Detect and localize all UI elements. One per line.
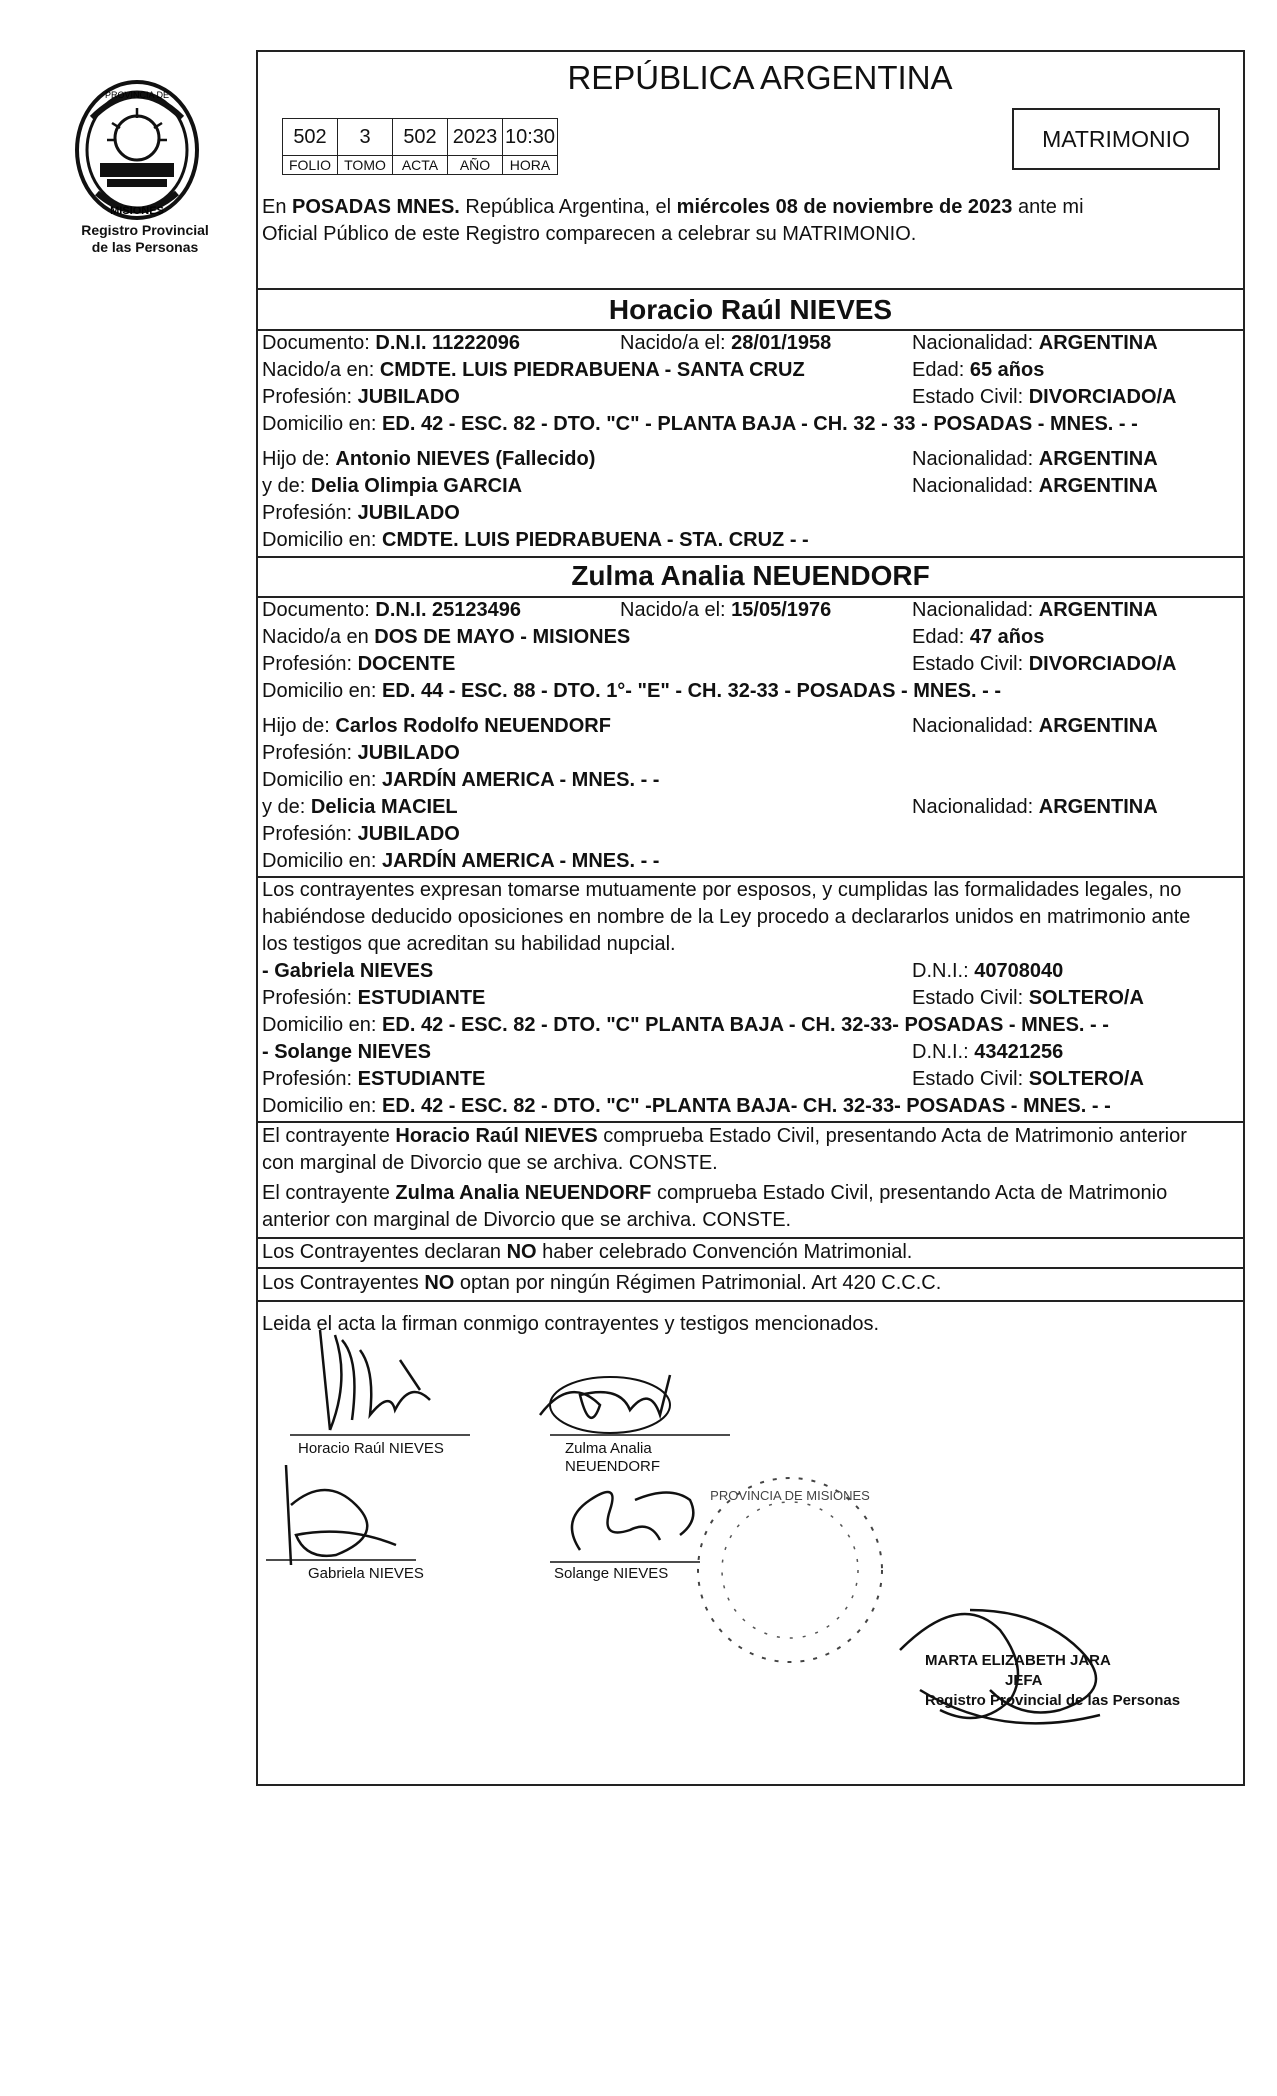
witness2-signature-caption: Solange NIEVES [554,1565,669,1582]
bride-signature-icon [520,1365,730,1445]
witness2-address: Domicilio en: ED. 42 - ESC. 82 - DTO. "C" -PLANTA BAJA- CH. 32-33- POSADAS - MNES. - - [262,1095,1111,1117]
witness2-name: - Solange NIEVES [262,1041,431,1063]
declaration-line3: los testigos que acreditan su habilidad nupcial. [262,933,676,955]
tomo-label: TOMO [338,156,393,175]
witness1-dni: D.N.I.: 40708040 [912,960,1064,982]
hour-label: HORA [503,156,558,175]
groom-parents-profession: Profesión: JUBILADO [262,502,460,524]
groom-mother: y de: Delia Olimpia GARCIA [262,475,523,497]
bride-civil-status: Estado Civil: DIVORCIADO/A [912,653,1177,675]
svg-text:PROVINCIA DE: PROVINCIA DE [104,90,170,100]
groom-mother-nationality: Nacionalidad: ARGENTINA [912,475,1158,497]
divider [256,1300,1245,1302]
groom-civil-proof-line1: El contrayente Horacio Raúl NIEVES comprueba Estado Civil, presentando Acta de Matrimonio anterior [262,1125,1187,1147]
hour-value: 10:30 [503,119,558,156]
certificate-type-box: MATRIMONIO [1012,108,1220,170]
bride-civil-proof-line2: anterior con marginal de Divorcio que se archiva. CONSTE. [262,1209,792,1231]
witness1-signature-caption: Gabriela NIEVES [308,1565,424,1582]
groom-birthplace: Nacido/a en: CMDTE. LUIS PIEDRABUENA - SANTA CRUZ [262,359,805,381]
bride-father: Hijo de: Carlos Rodolfo NEUENDORF [262,715,611,737]
witness1-profession: Profesión: ESTUDIANTE [262,987,486,1009]
groom-name: Horacio Raúl NIEVES [608,294,893,325]
witness1-civil-status: Estado Civil: SOLTERO/A [912,987,1144,1009]
witness1-address: Domicilio en: ED. 42 - ESC. 82 - DTO. "C" PLANTA BAJA - CH. 32-33- POSADAS - MNES. - - [262,1014,1109,1036]
bride-mother-profession: Profesión: JUBILADO [262,823,460,845]
bride-signature-caption-line1: Zulma Analia [565,1440,652,1457]
logo-caption-line1: Registro Provincial [81,222,209,238]
intro-line1: En POSADAS MNES. República Argentina, el miércoles 08 de noviembre de 2023 ante mi [262,196,1084,218]
svg-text:MISIONES: MISIONES [110,205,164,217]
bride-age: Edad: 47 años [912,626,1045,648]
official-name: MARTA ELIZABETH JARA [925,1652,1111,1669]
groom-nationality: Nacionalidad: ARGENTINA [912,332,1158,354]
declaration-line1: Los contrayentes expresan tomarse mutuamente por esposos, y cumplidas las formalidades legales, no [262,879,1182,901]
folio-label: FOLIO [283,156,338,175]
year-label: AÑO [448,156,503,175]
divider [256,288,1245,290]
groom-document: Documento: D.N.I. 11222096 [262,332,520,354]
page-title: REPÚBLICA ARGENTINA [567,59,953,96]
logo-caption-line2: de las Personas [91,239,199,255]
groom-age: Edad: 65 años [912,359,1045,381]
witness2-civil-status: Estado Civil: SOLTERO/A [912,1068,1144,1090]
divider [256,1267,1245,1269]
closing-statement: Leida el acta la firman conmigo contrayentes y testigos mencionados. [262,1313,880,1335]
groom-profession: Profesión: JUBILADO [262,386,460,408]
groom-civil-proof-line2: con marginal de Divorcio que se archiva. CONSTE. [262,1152,718,1174]
svg-text:PROVINCIA DE MISIONES: PROVINCIA DE MISIONES [710,1488,870,1503]
groom-address: Domicilio en: ED. 42 - ESC. 82 - DTO. "C" - PLANTA BAJA - CH. 32 - 33 - POSADAS - MNES. - - [262,413,1138,435]
bride-birthplace: Nacido/a en DOS DE MAYO - MISIONES [262,626,631,648]
bride-nationality: Nacionalidad: ARGENTINA [912,599,1158,621]
bride-civil-proof-line1: El contrayente Zulma Analia NEUENDORF comprueba Estado Civil, presentando Acta de Matrimonio [262,1182,1168,1204]
regime-line1: Los Contrayentes declaran NO haber celebrado Convención Matrimonial. [262,1241,913,1263]
bride-document: Documento: D.N.I. 25123496 [262,599,522,621]
witness2-profession: Profesión: ESTUDIANTE [262,1068,486,1090]
bride-mother: y de: Delicia MACIEL [262,796,458,818]
misiones-coat-of-arms-icon [72,78,202,223]
official-title: JEFA [1005,1672,1043,1689]
registry-numbers-table [282,118,558,175]
groom-signature-icon [290,1320,470,1445]
official-seal-icon [690,1470,890,1680]
tomo-value: 3 [338,119,393,156]
declaration-line2: habiéndose deducido oposiciones en nombre de la Ley procedo a declararlos unidos en matrimonio ante [262,906,1191,928]
folio-value: 502 [283,119,338,156]
bride-profession: Profesión: DOCENTE [262,653,456,675]
groom-parents-address: Domicilio en: CMDTE. LUIS PIEDRABUENA - STA. CRUZ - - [262,529,809,551]
witness1-name: - Gabriela NIEVES [262,960,434,982]
bride-father-nationality: Nacionalidad: ARGENTINA [912,715,1158,737]
acta-value: 502 [393,119,448,156]
bride-father-profession: Profesión: JUBILADO [262,742,460,764]
bride-mother-nationality: Nacionalidad: ARGENTINA [912,796,1158,818]
witness2-dni: D.N.I.: 43421256 [912,1041,1064,1063]
bride-address: Domicilio en: ED. 44 - ESC. 88 - DTO. 1°- "E" - CH. 32-33 - POSADAS - MNES. - - [262,680,1001,702]
groom-father-nationality: Nacionalidad: ARGENTINA [912,448,1158,470]
bride-birthdate: Nacido/a el: 15/05/1976 [620,599,832,621]
groom-birthdate: Nacido/a el: 28/01/1958 [620,332,832,354]
bride-mother-address: Domicilio en: JARDÍN AMERICA - MNES. - - [262,850,660,872]
acta-label: ACTA [393,156,448,175]
groom-father: Hijo de: Antonio NIEVES (Fallecido) [262,448,596,470]
year-value: 2023 [448,119,503,156]
groom-civil-status: Estado Civil: DIVORCIADO/A [912,386,1177,408]
bride-father-address: Domicilio en: JARDÍN AMERICA - MNES. - - [262,769,660,791]
bride-signature-caption-line2: NEUENDORF [565,1458,661,1475]
intro-line2: Oficial Público de este Registro comparecen a celebrar su MATRIMONIO. [262,223,917,245]
regime-line2: Los Contrayentes NO optan por ningún Régimen Patrimonial. Art 420 C.C.C. [262,1272,942,1294]
official-office: Registro Provincial de las Personas [925,1692,1181,1709]
witness1-signature-icon [266,1465,456,1575]
groom-signature-caption: Horacio Raúl NIEVES [298,1440,444,1457]
bride-name: Zulma Analia NEUENDORF [571,560,930,591]
